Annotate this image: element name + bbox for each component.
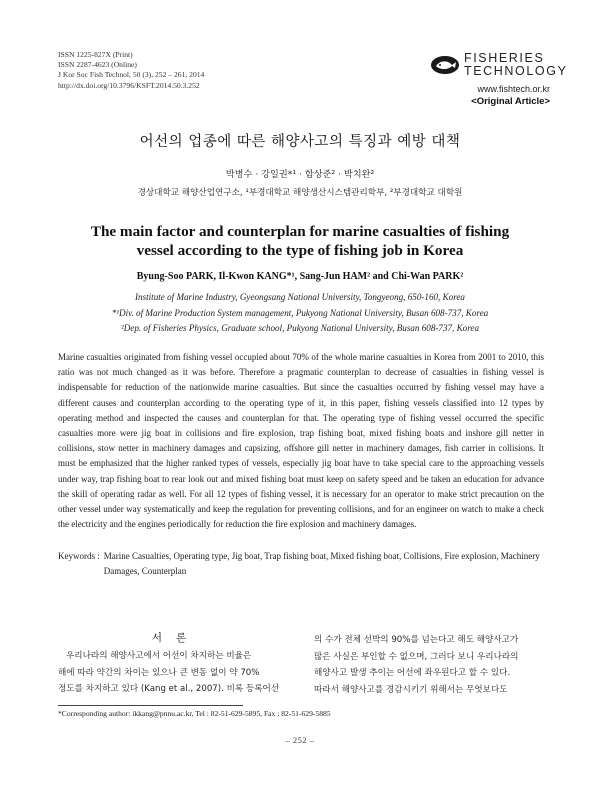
- issn-online: ISSN 2287-4623 (Online): [58, 60, 137, 70]
- english-authors: Byung-Soo PARK, Il-Kwon KANG*¹, Sang-Jun HAM² and Chi-Wan PARK²: [136, 271, 464, 282]
- body-column-left: [58, 648, 294, 698]
- body-line: 따라서 해양사고를 경감시키기 위해서는 무엇보다도: [314, 684, 508, 695]
- corresponding-author-footnote: *Corresponding author: ikkang@pnnu.ac.kr, Tel : 82-51-629-5895, Fax : 82-51-629-5885: [58, 709, 331, 718]
- english-affiliations: [40, 290, 560, 337]
- korean-affiliations: 경상대학교 해양산업연구소, ¹부경대학교 해양생산시스템관리학부, ²부경대학교 대학원: [137, 188, 463, 198]
- logo-line-fisheries: FISHERIES: [464, 51, 545, 65]
- body-line: 많은 사실은 부인할 수 없으며, 그러다 보니 우리나라의: [314, 651, 519, 662]
- body-line: 정도를 차지하고 있다 (Kang et al., 2007). 비록 등록어선: [58, 684, 280, 694]
- footnote-divider: [58, 705, 243, 706]
- keywords: [58, 549, 544, 579]
- issn-print: ISSN 1225-827X (Print): [58, 50, 133, 59]
- logo-line-technology: TECHNOLOGY: [464, 64, 568, 78]
- logo-wordmark: [464, 52, 568, 78]
- page-number: – 252 –: [285, 735, 315, 745]
- journal-meta: [58, 50, 204, 91]
- english-title-line: vessel according to the type of fishing job in Korea: [136, 242, 464, 259]
- body-line: 해에 따라 약간의 차이는 있으나 큰 변동 없이 약 70%: [58, 667, 260, 678]
- korean-title: 어선의 업종에 따른 해양사고의 특징과 예방 대책: [139, 134, 461, 150]
- body-line: 해양사고 발생 추이는 어선에 좌우된다고 할 수 있다.: [314, 668, 511, 678]
- fish-logo-icon: [430, 55, 460, 75]
- english-title: [40, 222, 560, 260]
- doi-link[interactable]: http://dx.doi.org/10.3796/KSFT.2014.50.3.252: [58, 80, 200, 90]
- affiliation-line: *¹Div. of Marine Production System management, Pukyong National University, Busan 608-737, Korea: [111, 307, 489, 318]
- journal-citation: J Kor Soc Fish Technol, 50 (3), 252 – 261, 2014: [58, 70, 205, 80]
- body-line: 의 수가 전체 선박의 90%를 넘는다고 해도 해양사고가: [314, 635, 519, 645]
- abstract: Marine casualties originated from fishing vessel occupied about 70% of the whole marine casualties in Korea from 2001 to 2010, this ratio was not much changed as it was before. Therefore a pragmatic counterplan to decrease of casualties in fishing vessel is indispensable for reduction of the nationwide marine casualties. But since the casualties occurred by fishing vessel may have a different causes and counterplan according to the operating type of it, in this paper, fishing vessels classified into 12 types by operating method and inspected the causes and counterplan for that. The operating type of fishing vessel occurred the specific casualties more were jig boat in collisions and fire explosion, trap fishing boat, mixed fishing boats and inshore gill netter in collisions, stow netter in machinery damages and capsizing, offshore gill netter in machinery damages, fish carrier in collisions. It must be emphasized that the higher ranked types of vessels, especially jig boat have to take special care to the approaching vessels under way, trap fishing boat to rear look out and mixed fishing boat must keep on safety speed and be taken an education for advance the skill of operating radar as well. For all 12 types of fishing vessel, it is necessary for an operator to make strict precaution on the other vessel under way systematically and keep the regulation for preventing collisions, and for an engineer on watch to make a check the electricity and the engines periodically for reduction the fire explosion and machinery damages.: [58, 352, 544, 530]
- affiliation-line: Institute of Marine Industry, Gyeongsang National University, Tongyeong, 650-160, Korea: [135, 292, 465, 302]
- keywords-label: Keywords :: [58, 551, 100, 561]
- body-line: 우리나라의 해양사고에서 어선이 차지하는 비율은: [66, 651, 252, 661]
- keywords-list: Marine Casualties, Operating type, Jig boat, Trap fishing boat, Mixed fishing boat, Collisions, Fire explosion, Machinery Damages, Counterplan: [103, 551, 540, 577]
- section-heading-introduction: 서론: [151, 632, 201, 644]
- korean-authors: 박병수 · 강일권*¹ · 함상준² · 박치완²: [225, 169, 375, 180]
- english-title-line: The main factor and counterplan for marine casualties of fishing: [90, 223, 510, 240]
- body-column-right: [314, 632, 546, 698]
- affiliation-line: ²Dep. of Fisheries Physics, Graduate school, Pukyong National University, Busan 608-737, Korea: [120, 323, 479, 333]
- journal-url[interactable]: www.fishtech.or.kr: [477, 84, 550, 94]
- journal-logo: [430, 51, 568, 112]
- article-type-badge: <Original Article>: [471, 96, 550, 107]
